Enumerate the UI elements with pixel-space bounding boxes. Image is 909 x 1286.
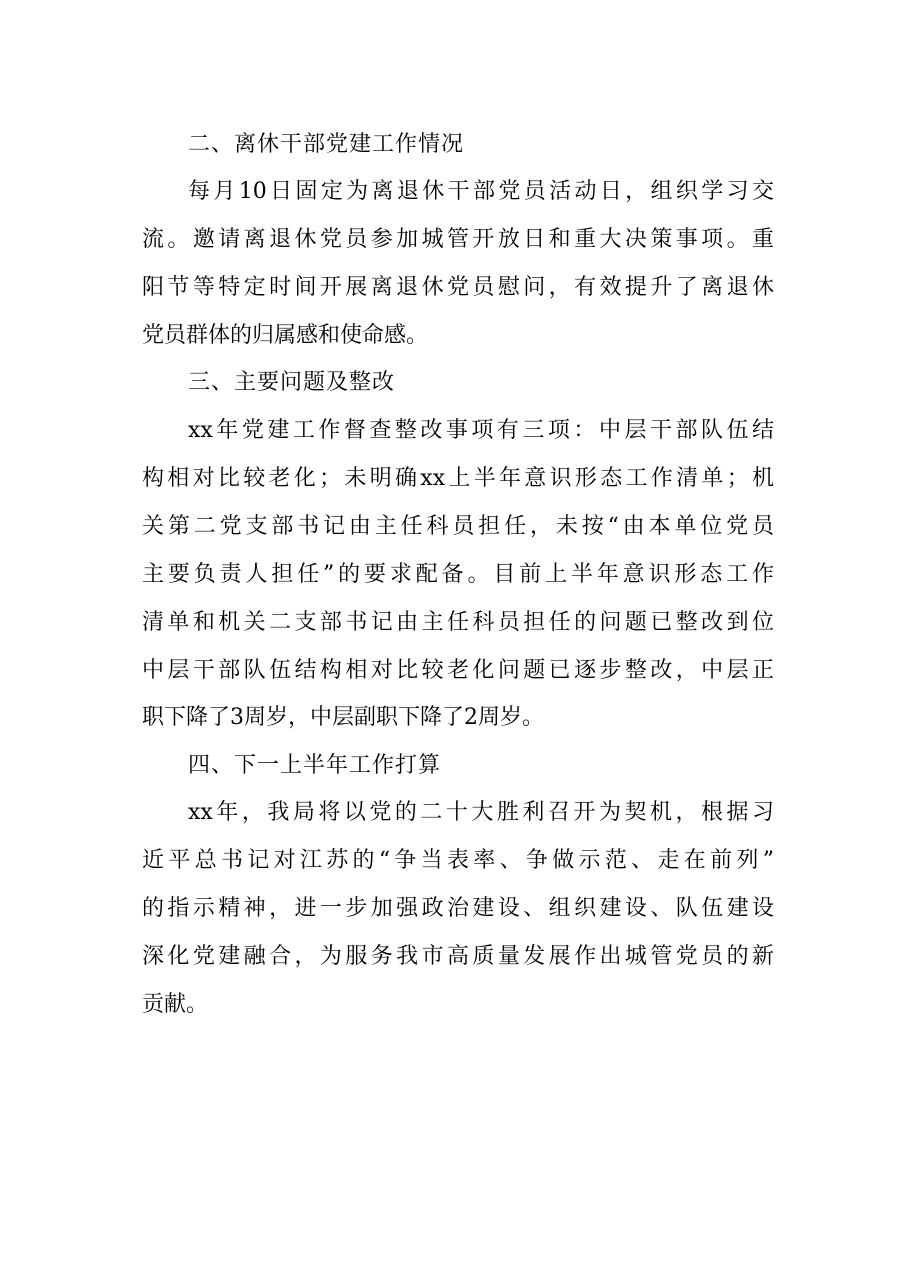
paragraph-line: 每月10日固定为离退休干部党员活动日，组织学习交 [188,179,774,204]
paragraph-line: xx年，我局将以党的二十大胜利召开为契机，根据习 [188,800,774,825]
paragraph-line: 构相对比较老化；未明确xx上半年意识形态工作清单；机 [142,466,774,491]
paragraph-line: 流。邀请离退休党员参加城管开放日和重大决策事项。重 [142,227,774,252]
section-heading-3: 三、主要问题及整改 [188,370,396,395]
paragraph-line: 深化党建融合，为服务我市高质量发展作出城管党员的新 [142,944,774,969]
paragraph-line: 阳节等特定时间开展离退休党员慰问，有效提升了离退休 [142,275,774,300]
paragraph-line: 清单和机关二支部书记由主任科员担任的问题已整改到位 [142,610,774,635]
section-heading-2: 二、离休干部党建工作情况 [188,132,465,157]
paragraph-line: 中层干部队伍结构相对比较老化问题已逐步整改，中层正 [142,658,774,683]
paragraph-line: 职下降了3周岁，中层副职下降了2周岁。 [142,705,544,730]
paragraph-line: xx年党建工作督查整改事项有三项：中层干部队伍结 [188,418,774,443]
paragraph-line: 关第二党支部书记由主任科员担任，未按“由本单位党员 [142,514,774,539]
paragraph-line: 主要负责人担任”的要求配备。目前上半年意识形态工作 [142,562,774,587]
paragraph-line: 的指示精神，进一步加强政治建设、组织建设、队伍建设 [142,896,774,921]
section-heading-4: 四、下一上半年工作打算 [188,753,442,778]
paragraph-line: 近平总书记对江苏的“争当表率、争做示范、走在前列” [142,848,774,873]
paragraph-line: 党员群体的归属感和使命感。 [142,323,429,348]
paragraph-line: 贡献。 [142,992,209,1017]
